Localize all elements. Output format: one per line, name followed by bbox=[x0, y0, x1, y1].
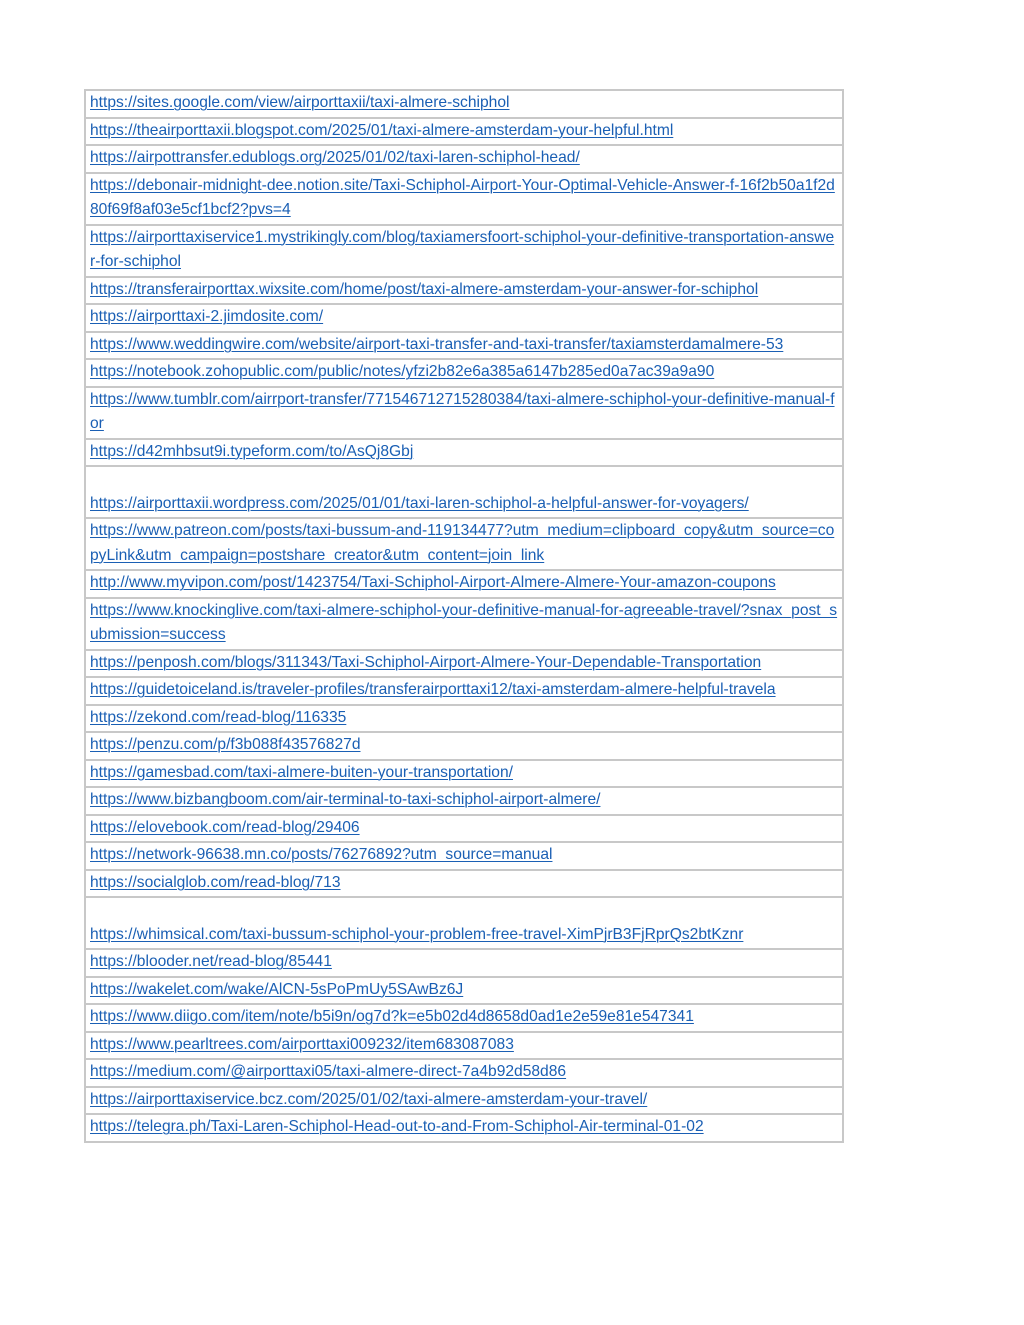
table-row bbox=[85, 570, 843, 598]
link[interactable]: https://zekond.com/read-blog/116335 bbox=[90, 708, 347, 726]
table-cell bbox=[85, 815, 843, 843]
link[interactable]: https://whimsical.com/taxi-bussum-schiphol-your-problem-free-travel-XimPjrB3FjRprQs2btKznr bbox=[90, 925, 744, 943]
table-cell bbox=[85, 650, 843, 678]
table-cell bbox=[85, 787, 843, 815]
link[interactable]: https://www.knockinglive.com/taxi-almere-schiphol-your-definitive-manual-for-agreeable-travel/?snax_post_submission=success bbox=[90, 601, 838, 643]
table-cell bbox=[85, 1087, 843, 1115]
table-cell bbox=[85, 598, 843, 650]
table-row bbox=[85, 518, 843, 570]
link[interactable]: https://transferairporttax.wixsite.com/home/post/taxi-almere-amsterdam-your-answer-for-schiphol bbox=[90, 280, 759, 298]
table-cell bbox=[85, 439, 843, 467]
table-row bbox=[85, 897, 843, 949]
table-row bbox=[85, 145, 843, 173]
link[interactable]: https://wakelet.com/wake/AlCN-5sPoPmUy5SAwBz6J bbox=[90, 980, 464, 998]
link[interactable]: http://www.myvipon.com/post/1423754/Taxi-Schiphol-Airport-Almere-Almere-Your-amazon-coupons bbox=[90, 574, 776, 591]
link[interactable]: https://www.tumblr.com/airrport-transfer/771546712715280384/taxi-almere-schiphol-your-definitive-manual-for bbox=[90, 390, 835, 432]
table-row bbox=[85, 439, 843, 467]
table-row bbox=[85, 1032, 843, 1060]
table-cell bbox=[85, 387, 843, 439]
table-row bbox=[85, 949, 843, 977]
table-cell bbox=[85, 466, 843, 518]
table-cell bbox=[85, 225, 843, 277]
link[interactable]: https://medium.com/@airporttaxi05/taxi-almere-direct-7a4b92d58d86 bbox=[90, 1063, 567, 1080]
link[interactable]: https://sites.google.com/view/airporttaxii/taxi-almere-schiphol bbox=[90, 94, 510, 111]
document-page bbox=[84, 89, 844, 1143]
table-row bbox=[85, 815, 843, 843]
table-cell bbox=[85, 173, 843, 225]
table-cell bbox=[85, 842, 843, 870]
table-cell bbox=[85, 145, 843, 173]
table-cell bbox=[85, 760, 843, 788]
link[interactable]: https://www.pearltrees.com/airporttaxi009232/item683087083 bbox=[90, 1035, 514, 1053]
link[interactable]: https://www.patreon.com/posts/taxi-bussum-and-119134477?utm_medium=clipboard_copy&utm_source=copyLink&utm_campaign=postshare_creator&utm_content=join_link bbox=[90, 522, 835, 564]
table-row bbox=[85, 1059, 843, 1087]
link[interactable]: https://penzu.com/p/f3b088f43576827d bbox=[90, 736, 361, 753]
table-row bbox=[85, 1087, 843, 1115]
link[interactable]: https://network-96638.mn.co/posts/76276892?utm_source=manual bbox=[90, 846, 553, 863]
table-cell bbox=[85, 705, 843, 733]
links-table-body bbox=[85, 90, 843, 1142]
table-cell bbox=[85, 332, 843, 360]
link[interactable]: https://theairporttaxii.blogspot.com/2025/01/taxi-almere-amsterdam-your-helpful.html bbox=[90, 121, 674, 139]
table-cell bbox=[85, 677, 843, 705]
link[interactable]: https://airporttaxiservice.bcz.com/2025/01/02/taxi-almere-amsterdam-your-travel/ bbox=[90, 1090, 648, 1108]
link[interactable]: https://www.bizbangboom.com/air-terminal-to-taxi-schiphol-airport-almere/ bbox=[90, 791, 601, 808]
link[interactable]: https://www.weddingwire.com/website/airport-taxi-transfer-and-taxi-transfer/taxiamsterdamalmere-53 bbox=[90, 335, 784, 353]
table-cell bbox=[85, 570, 843, 598]
link[interactable]: https://debonair-midnight-dee.notion.site/Taxi-Schiphol-Airport-Your-Optimal-Vehicle-Answer-f-16f2b50a1f2d80f69f8af03e5cf1bcf2?pvs=4 bbox=[90, 176, 835, 218]
table-row bbox=[85, 787, 843, 815]
link[interactable]: https://airpottransfer.edublogs.org/2025/01/02/taxi-laren-schiphol-head/ bbox=[90, 149, 580, 166]
link[interactable]: https://blooder.net/read-blog/85441 bbox=[90, 953, 332, 970]
table-row bbox=[85, 870, 843, 898]
table-cell bbox=[85, 1032, 843, 1060]
table-row bbox=[85, 1114, 843, 1142]
table-row bbox=[85, 332, 843, 360]
table-cell bbox=[85, 897, 843, 949]
table-cell bbox=[85, 518, 843, 570]
table-row bbox=[85, 359, 843, 387]
table-row bbox=[85, 598, 843, 650]
table-row bbox=[85, 173, 843, 225]
table-row bbox=[85, 760, 843, 788]
table-cell bbox=[85, 304, 843, 332]
link[interactable]: https://www.diigo.com/item/note/b5i9n/og7d?k=e5b02d4d8658d0ad1e2e59e81e547341 bbox=[90, 1008, 694, 1025]
table-row bbox=[85, 650, 843, 678]
table-row bbox=[85, 466, 843, 518]
table-cell bbox=[85, 118, 843, 146]
table-row bbox=[85, 277, 843, 305]
table-row bbox=[85, 842, 843, 870]
table-cell bbox=[85, 977, 843, 1005]
link[interactable]: https://notebook.zohopublic.com/public/notes/yfzi2b82e6a385a6147b285ed0a7ac39a9a90 bbox=[90, 363, 715, 380]
link[interactable]: https://airporttaxiservice1.mystrikingly.com/blog/taxiamersfoort-schiphol-your-definitive-transportation-answer-for-schiphol bbox=[90, 228, 835, 270]
link[interactable]: https://airporttaxi-2.jimdosite.com/ bbox=[90, 308, 324, 325]
table-cell bbox=[85, 1004, 843, 1032]
link[interactable]: https://gamesbad.com/taxi-almere-buiten-your-transportation/ bbox=[90, 763, 513, 781]
table-cell bbox=[85, 1059, 843, 1087]
table-row bbox=[85, 977, 843, 1005]
table-cell bbox=[85, 870, 843, 898]
link[interactable]: https://airporttaxii.wordpress.com/2025/01/01/taxi-laren-schiphol-a-helpful-answer-for-voyagers/ bbox=[90, 494, 749, 512]
table-cell bbox=[85, 1114, 843, 1142]
table-row bbox=[85, 304, 843, 332]
table-row bbox=[85, 225, 843, 277]
table-cell bbox=[85, 90, 843, 118]
table-row bbox=[85, 732, 843, 760]
link[interactable]: https://elovebook.com/read-blog/29406 bbox=[90, 818, 360, 836]
table-cell bbox=[85, 949, 843, 977]
link[interactable]: https://guidetoiceland.is/traveler-profiles/transferairporttaxi12/taxi-amsterdam-almere-helpful-travela bbox=[90, 681, 776, 698]
link[interactable]: https://penposh.com/blogs/311343/Taxi-Schiphol-Airport-Almere-Your-Dependable-Transportation bbox=[90, 653, 762, 671]
table-row bbox=[85, 677, 843, 705]
links-table bbox=[84, 89, 844, 1143]
table-row bbox=[85, 387, 843, 439]
link[interactable]: https://d42mhbsut9i.typeform.com/to/AsQj8Gbj bbox=[90, 442, 414, 460]
table-row bbox=[85, 90, 843, 118]
table-row bbox=[85, 118, 843, 146]
link[interactable]: https://socialglob.com/read-blog/713 bbox=[90, 873, 341, 891]
table-row bbox=[85, 1004, 843, 1032]
table-row bbox=[85, 705, 843, 733]
table-cell bbox=[85, 277, 843, 305]
table-cell bbox=[85, 732, 843, 760]
table-cell bbox=[85, 359, 843, 387]
link[interactable]: https://telegra.ph/Taxi-Laren-Schiphol-Head-out-to-and-From-Schiphol-Air-terminal-01-02 bbox=[90, 1118, 704, 1135]
